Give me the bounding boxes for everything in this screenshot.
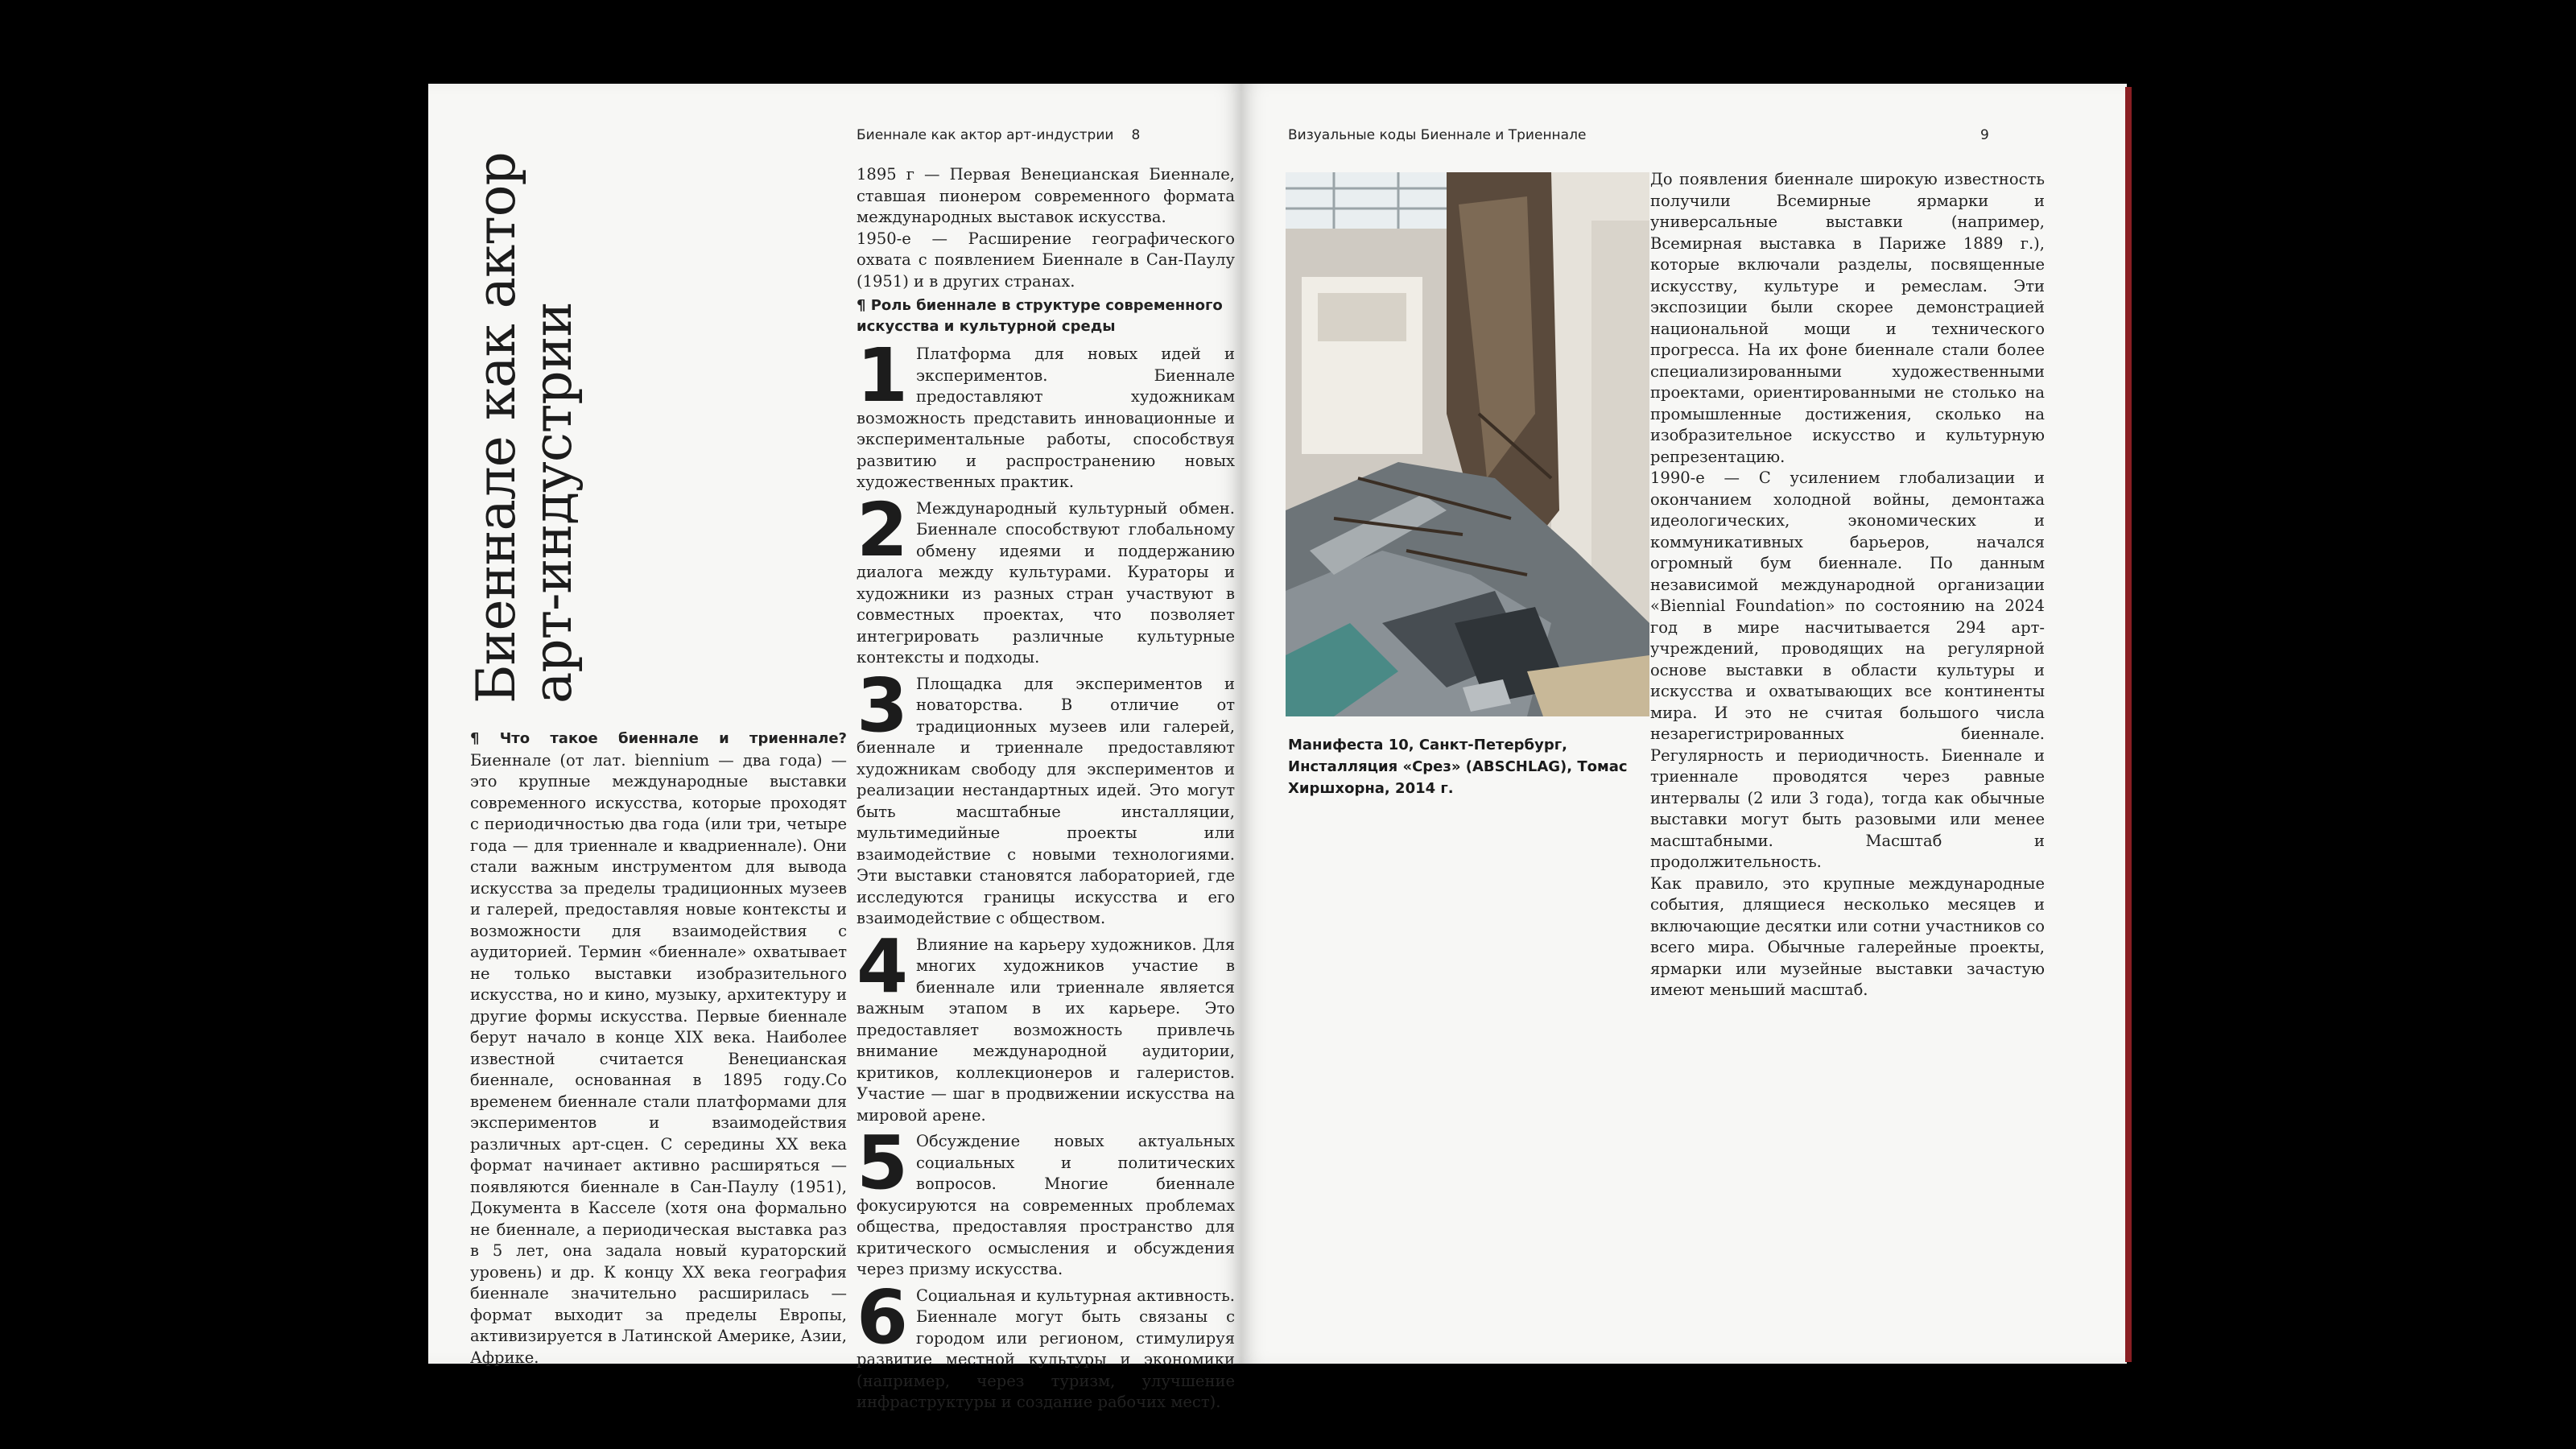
- installation-photo: [1286, 172, 1649, 716]
- list-item: [857, 1274, 1235, 1414]
- item-number: 4: [857, 923, 909, 1009]
- page-edge: [2125, 87, 2132, 1362]
- installation-photo-graphic: [1286, 172, 1649, 716]
- chapter-title-line-2: арт-индустрии: [522, 302, 584, 704]
- list-item: [857, 923, 1235, 1127]
- item-number: 1: [857, 332, 909, 419]
- item-number: 5: [857, 1120, 909, 1206]
- item-text: Международный культурный обмен. Биеннале способствуют глобальному обмену идеями и поддержанию диалога между культурами. Кураторы и художники из разных стран участвуют в совместных проектах, что позволяет интегрировать различные культурные контексты и подходы.: [857, 498, 1235, 667]
- right-text-column: [1650, 169, 2045, 1001]
- intro-paragraph: [470, 728, 847, 1368]
- timeline-1950: 1950-е — Расширение географического охвата с появлением Биеннале в Сан-Паулу (1951) и в других странах.: [857, 229, 1235, 291]
- item-text: Площадка для экспериментов и новаторства. В отличие от традиционных музеев или галерей, биеннале и триеннале предоставляют художникам свободу для экспериментов и реализации нестандартных идей. Это могут быть масштабные инсталляции, мультимедийные проекты или взаимодействие с новыми технологиями. Эти выставки становятся лабораторией, где исследуются границы искусства и его взаимодействие с обществом.: [857, 674, 1235, 927]
- item-number: 6: [857, 1274, 909, 1360]
- chapter-title-line-1: Биеннале как актор: [465, 152, 527, 704]
- role-column: [857, 164, 1235, 1418]
- item-number: 3: [857, 662, 909, 749]
- running-head-text: Биеннале как актор арт-индустрии: [857, 127, 1114, 143]
- list-item: [857, 662, 1235, 930]
- running-head-left: [857, 127, 1140, 143]
- timeline-1895: 1895 г — Первая Венецианская Биеннале, ставшая пионером современного формата международных выставок искусства.: [857, 165, 1235, 226]
- item-text: Социальная и культурная активность. Биеннале могут быть связаны с городом или регионом, стимулируя развитие местной культуры и экономики (например, через туризм, улучшение инфраструктуры и создание рабочих мест).: [857, 1286, 1235, 1411]
- book-spread: [428, 84, 2125, 1411]
- item-number: 2: [857, 486, 909, 573]
- photo-caption: Манифеста 10, Санкт-Петербург, Инсталляция «Срез» (ABSCHLAG), Томас Хиршхорна, 2014 г.: [1288, 737, 1628, 797]
- intro-text: Биеннале (от лат. biennium — два года) — это крупные международные выставки современного искусства, которые проходят с периодичностью два года (или три, четыре года — для триеннале и квадриеннале). Они стали важным инструментом для вывода искусства за пределы традиционных музеев и галерей, предоставляя новые контексты и возможности для взаимодействия с аудиторией. Термин «биеннале» охватывает не только выставки изобразительного искусства, но и кино, музыку, архитектуру и другие формы искусства. Первые биеннале берут начало в конце XIX века. Наиболее известной считается Венецианская биеннале, основанная в 1895 году.Со временем биеннале стали платформами для экспериментов и взаимодействия различных арт-сцен. С середины XX века формат начинает активно расширяться — появляются биеннале в Сан-Паулу (1951), Документа в Касселе (хотя она формально не биеннале, а периодическая выставка раз в 5 лет, она задала новый кураторский уровень) и др. К концу XX века география биеннале значительно расширилась — формат выходит за пределы Европы, активизируется в Латинской Америке, Азии, Африке.: [470, 750, 847, 1367]
- chapter-title: [465, 140, 584, 704]
- page-number: 8: [1131, 127, 1141, 143]
- item-text: Влияние на карьеру художников. Для многих художников участие в биеннале или триеннале является важным этапом в их карьере. Это предоставляет возможность привлечь внимание международной аудитории, критиков, коллекционеров и галеристов. Участие — шаг в продвижении искусства на мировой арене.: [857, 935, 1235, 1125]
- list-item: [857, 486, 1235, 669]
- paragraph-1: До появления биеннале широкую известность получили Всемирные ярмарки и универсальные выставки (например, Всемирная выставка в Париже 1889 г.), которые включали разделы, посвященные искусству, культуре и ремеслам. Эти экспозиции были скорее демонстрацией национальной мощи и технического прогресса. На их фоне биеннале стали более специализированными художественными проектами, ориентированными не столько на промышленные достижения, сколько на изобразительное искусство и культурную репрезентацию.: [1650, 170, 2045, 466]
- paragraph-2: 1990-е — С усилением глобализации и окончанием холодной войны, демонтажа идеологических, экономических и коммуникативных барьеров, начался огромный бум биеннале. По данным независимой международной организации «Biennial Foundation» по состоянию на 2024 год в мире насчитывается 294 арт-учреждений, проводящих на регулярной основе выставки в области культуры и искусства и охватывающих все континенты мира. И это не считая большого числа незарегистрированных биеннале. Регулярность и периодичность. Биеннале и триеннале проводятся через равные интервалы (2 или 3 года), тогда как обычные выставки могут быть разовыми или менее масштабными. Масштаб и продолжительность.: [1650, 469, 2045, 871]
- right-page: [1241, 84, 2127, 1364]
- running-head-text: Визуальные коды Биеннале и Триеннале: [1288, 127, 1587, 143]
- page-number: 9: [1980, 127, 1989, 143]
- role-heading: ¶ Роль биеннале в структуре современного искусства и культурной среды: [857, 297, 1223, 335]
- running-head-right: [1288, 127, 1586, 143]
- list-item: [857, 1120, 1235, 1281]
- left-page: [428, 84, 1241, 1411]
- item-text: Обсуждение новых актуальных социальных и политических вопросов. Многие биеннале фокусируются на современных проблемах общества, предоставляя пространство для критического осмысления и обсуждения через призму искусства.: [857, 1132, 1235, 1278]
- intro-column: [470, 728, 847, 1368]
- item-text: Платформа для новых идей и экспериментов. Биеннале предоставляют художникам возможность представить инновационные и экспериментальные работы, способствуя развитию и распространению новых художественных практик.: [857, 345, 1235, 491]
- intro-heading: ¶ Что такое биеннале и триеннале?: [470, 730, 847, 747]
- list-item: [857, 332, 1235, 493]
- paragraph-3: Как правило, это крупные международные события, длящиеся несколько месяцев и включающие десятки или сотни участников со всего мира. Обычные галерейные проекты, ярмарки или музейные выставки зачастую имеют меньший масштаб.: [1650, 873, 2045, 999]
